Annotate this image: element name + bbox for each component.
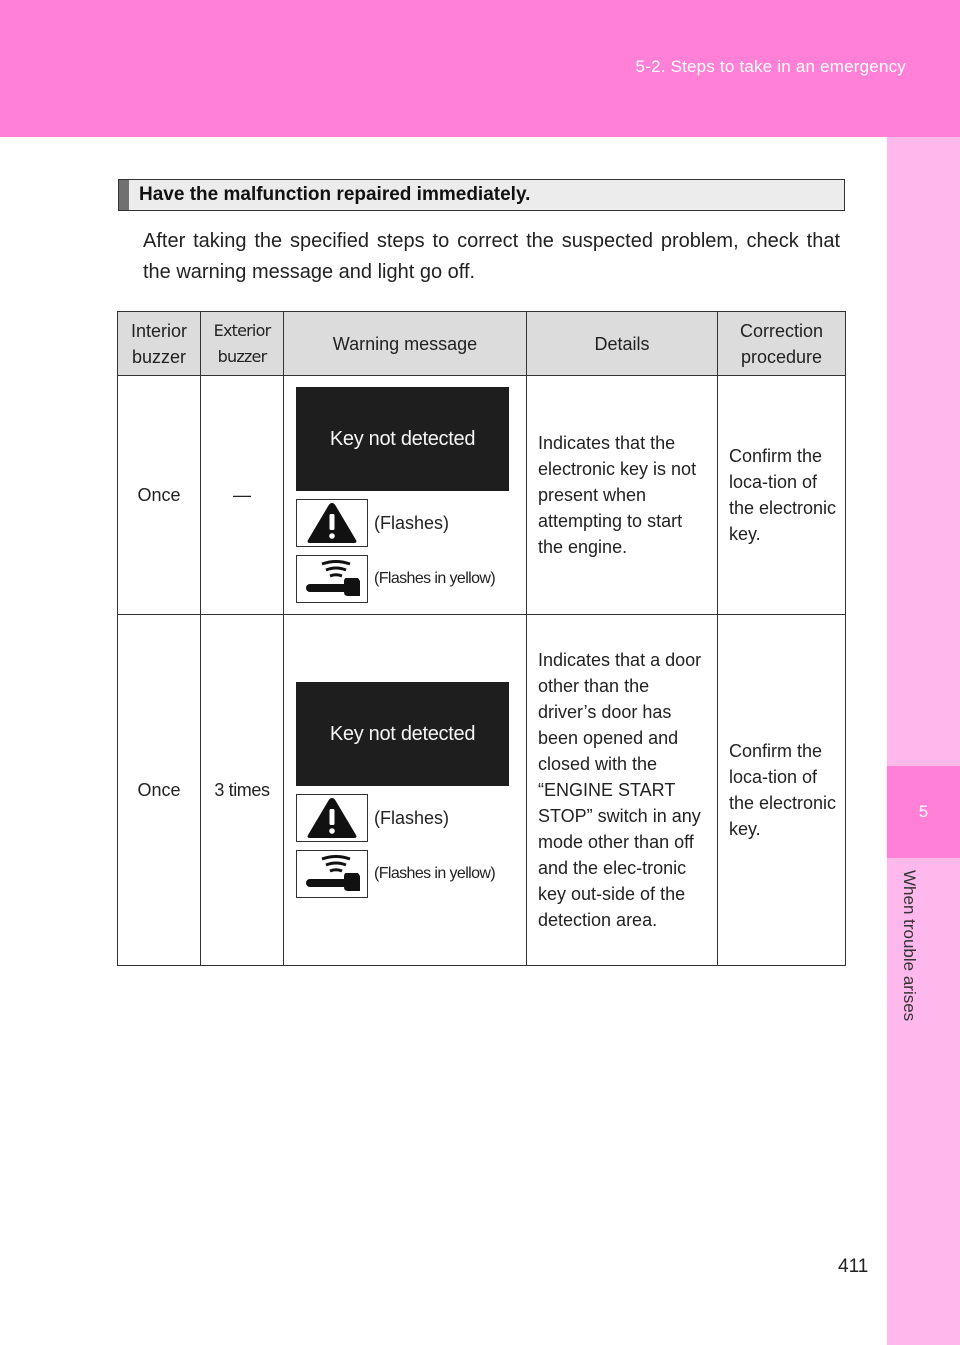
- indicator-yellow-label: (Flashes in yellow): [374, 570, 496, 587]
- indicator-row: [296, 850, 518, 898]
- indicator-row: [296, 794, 518, 842]
- table-row: [118, 376, 846, 615]
- header-details: Details: [527, 312, 718, 376]
- smart-key-indicator-icon: [296, 555, 368, 603]
- warning-triangle-icon: [296, 499, 368, 547]
- header-warning-message: Warning message: [284, 312, 527, 376]
- cell-correction: Confirm the loca-tion of the electronic key.: [718, 376, 846, 615]
- message-screen: Key not detected: [296, 387, 509, 491]
- cell-details: Indicates that a door other than the driver’s door has been opened and closed with the “ENGINE START STOP” switch in any mode other than off and the elec-tronic key out-side of the detection area.: [527, 615, 718, 966]
- cell-exterior-buzzer: —: [201, 376, 284, 615]
- warning-table: [117, 311, 846, 966]
- header-correction: Correction procedure: [718, 312, 846, 376]
- cell-interior-buzzer: Once: [118, 615, 201, 966]
- indicator-row: [296, 499, 518, 547]
- chapter-title-vertical: When trouble arises: [900, 870, 919, 1022]
- indicator-flash-label: (Flashes): [374, 513, 450, 533]
- cell-details: Indicates that the electronic key is not present when attempting to start the engine.: [527, 376, 718, 615]
- indicator-flash-label: (Flashes): [374, 808, 450, 828]
- header-interior-buzzer: Interior buzzer: [118, 312, 201, 376]
- message-screen: Key not detected: [296, 682, 509, 786]
- indicator-row: [296, 555, 518, 603]
- cell-exterior-buzzer: 3 times: [201, 615, 284, 966]
- heading-text: Have the malfunction repaired immediately.: [139, 184, 531, 205]
- top-header-band: [0, 0, 960, 137]
- cell-correction: Confirm the loca-tion of the electronic key.: [718, 615, 846, 966]
- cell-warning-message: [284, 615, 527, 966]
- table-header-row: [118, 312, 846, 376]
- header-exterior-buzzer: Exterior buzzer: [201, 312, 284, 376]
- cell-interior-buzzer: Once: [118, 376, 201, 615]
- intro-paragraph: After taking the specified steps to correct the suspected problem, check that the warning message and light go off.: [143, 230, 840, 283]
- chapter-tab[interactable]: 5: [887, 766, 960, 858]
- warning-triangle-icon: [296, 794, 368, 842]
- indicator-yellow-label: (Flashes in yellow): [374, 865, 496, 882]
- smart-key-indicator-icon: [296, 850, 368, 898]
- subsection-heading: [118, 179, 845, 211]
- cell-warning-message: [284, 376, 527, 615]
- side-thumb-band: [887, 137, 960, 1345]
- heading-marker: [119, 180, 129, 210]
- section-title: 5-2. Steps to take in an emergency: [635, 57, 906, 76]
- page-number: 411: [838, 1256, 869, 1277]
- table-row: [118, 615, 846, 966]
